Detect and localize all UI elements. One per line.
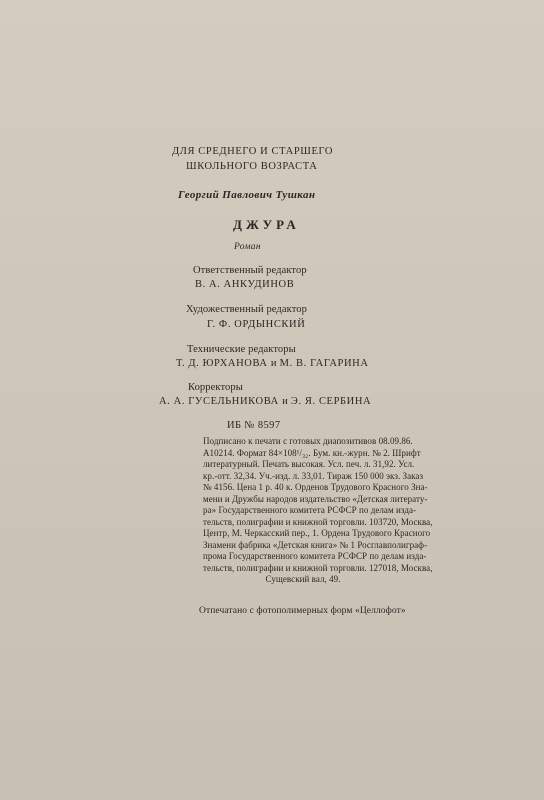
imprint-line: Подписано к печати с готовых диапозитивов 08.09.86. <box>203 436 413 446</box>
imprint-line: тельств, полиграфии и книжной торговли. 127018, Москва, <box>203 562 433 573</box>
audience-line-2: ШКОЛЬНОГО ВОЗРАСТА <box>186 161 318 172</box>
imprint-line: Сущевский вал, 49. <box>265 574 341 584</box>
ib-number: ИБ № 8597 <box>227 420 281 431</box>
imprint-line: мени и Дружбы народов издательство «Детская литерату- <box>203 493 428 504</box>
imprint-block <box>203 436 433 586</box>
imprint-line: ра» Государственного комитета РСФСР по делам изда- <box>203 505 417 515</box>
author-name: Георгий Павлович Тушкан <box>178 189 316 201</box>
proofreaders-and: и <box>282 396 288 407</box>
book-genre: Роман <box>234 242 261 252</box>
editor-name: В. А. АНКУДИНОВ <box>195 279 295 290</box>
art-editor-name: Г. Ф. ОРДЫНСКИЙ <box>207 319 306 330</box>
printed-note: Отпечатано с фотополимерных форм «Целлофот» <box>199 606 406 616</box>
book-title: ДЖУРА <box>233 217 300 232</box>
tech-editor-2: М. В. ГАГАРИНА <box>279 358 369 369</box>
proofreader-2: Э. Я. СЕРБИНА <box>290 396 372 407</box>
editor-label: Ответственный редактор <box>193 265 307 276</box>
proofreaders-names <box>159 396 371 407</box>
audience-line-1: ДЛЯ СРЕДНЕГО И СТАРШЕГО <box>172 146 334 157</box>
tech-editors-label: Технические редакторы <box>187 344 296 355</box>
imprint-line: № 4156. Цена 1 р. 40 к. Орденов Трудового Красного Зна- <box>203 482 428 492</box>
tech-editor-1: Т. Д. ЮРХАНОВА <box>176 358 268 369</box>
imprint-line: кр.-отт. 32,34. Уч.-изд. л. 33,01. Тираж 150 000 экз. Заказ <box>203 470 424 481</box>
imprint-line: прома Государственного комитета РСФСР по делам изда- <box>203 551 427 561</box>
imprint-line: Знамени фабрика «Детская книга» № 1 Росглавполиграф- <box>203 539 428 550</box>
art-editor-label: Художественный редактор <box>186 304 307 315</box>
imprint-line: тельств, полиграфии и книжной торговли. 103720, Москва, <box>203 516 433 527</box>
proofreaders-label: Корректоры <box>188 382 243 393</box>
proofreader-1: А. А. ГУСЕЛЬНИКОВА <box>159 396 279 407</box>
imprint-line: А10214. Формат 84×108¹/₃₂. Бум. кн.-журн. № 2. Шрифт <box>203 447 421 458</box>
tech-editors-names <box>176 358 369 369</box>
imprint-line: литературный. Печать высокая. Усл. печ. л. 31,92. Усл. <box>203 459 415 469</box>
imprint-line: Центр, М. Черкасский пер., 1. Ордена Трудового Красного <box>203 528 431 538</box>
tech-editors-and: и <box>270 358 277 369</box>
